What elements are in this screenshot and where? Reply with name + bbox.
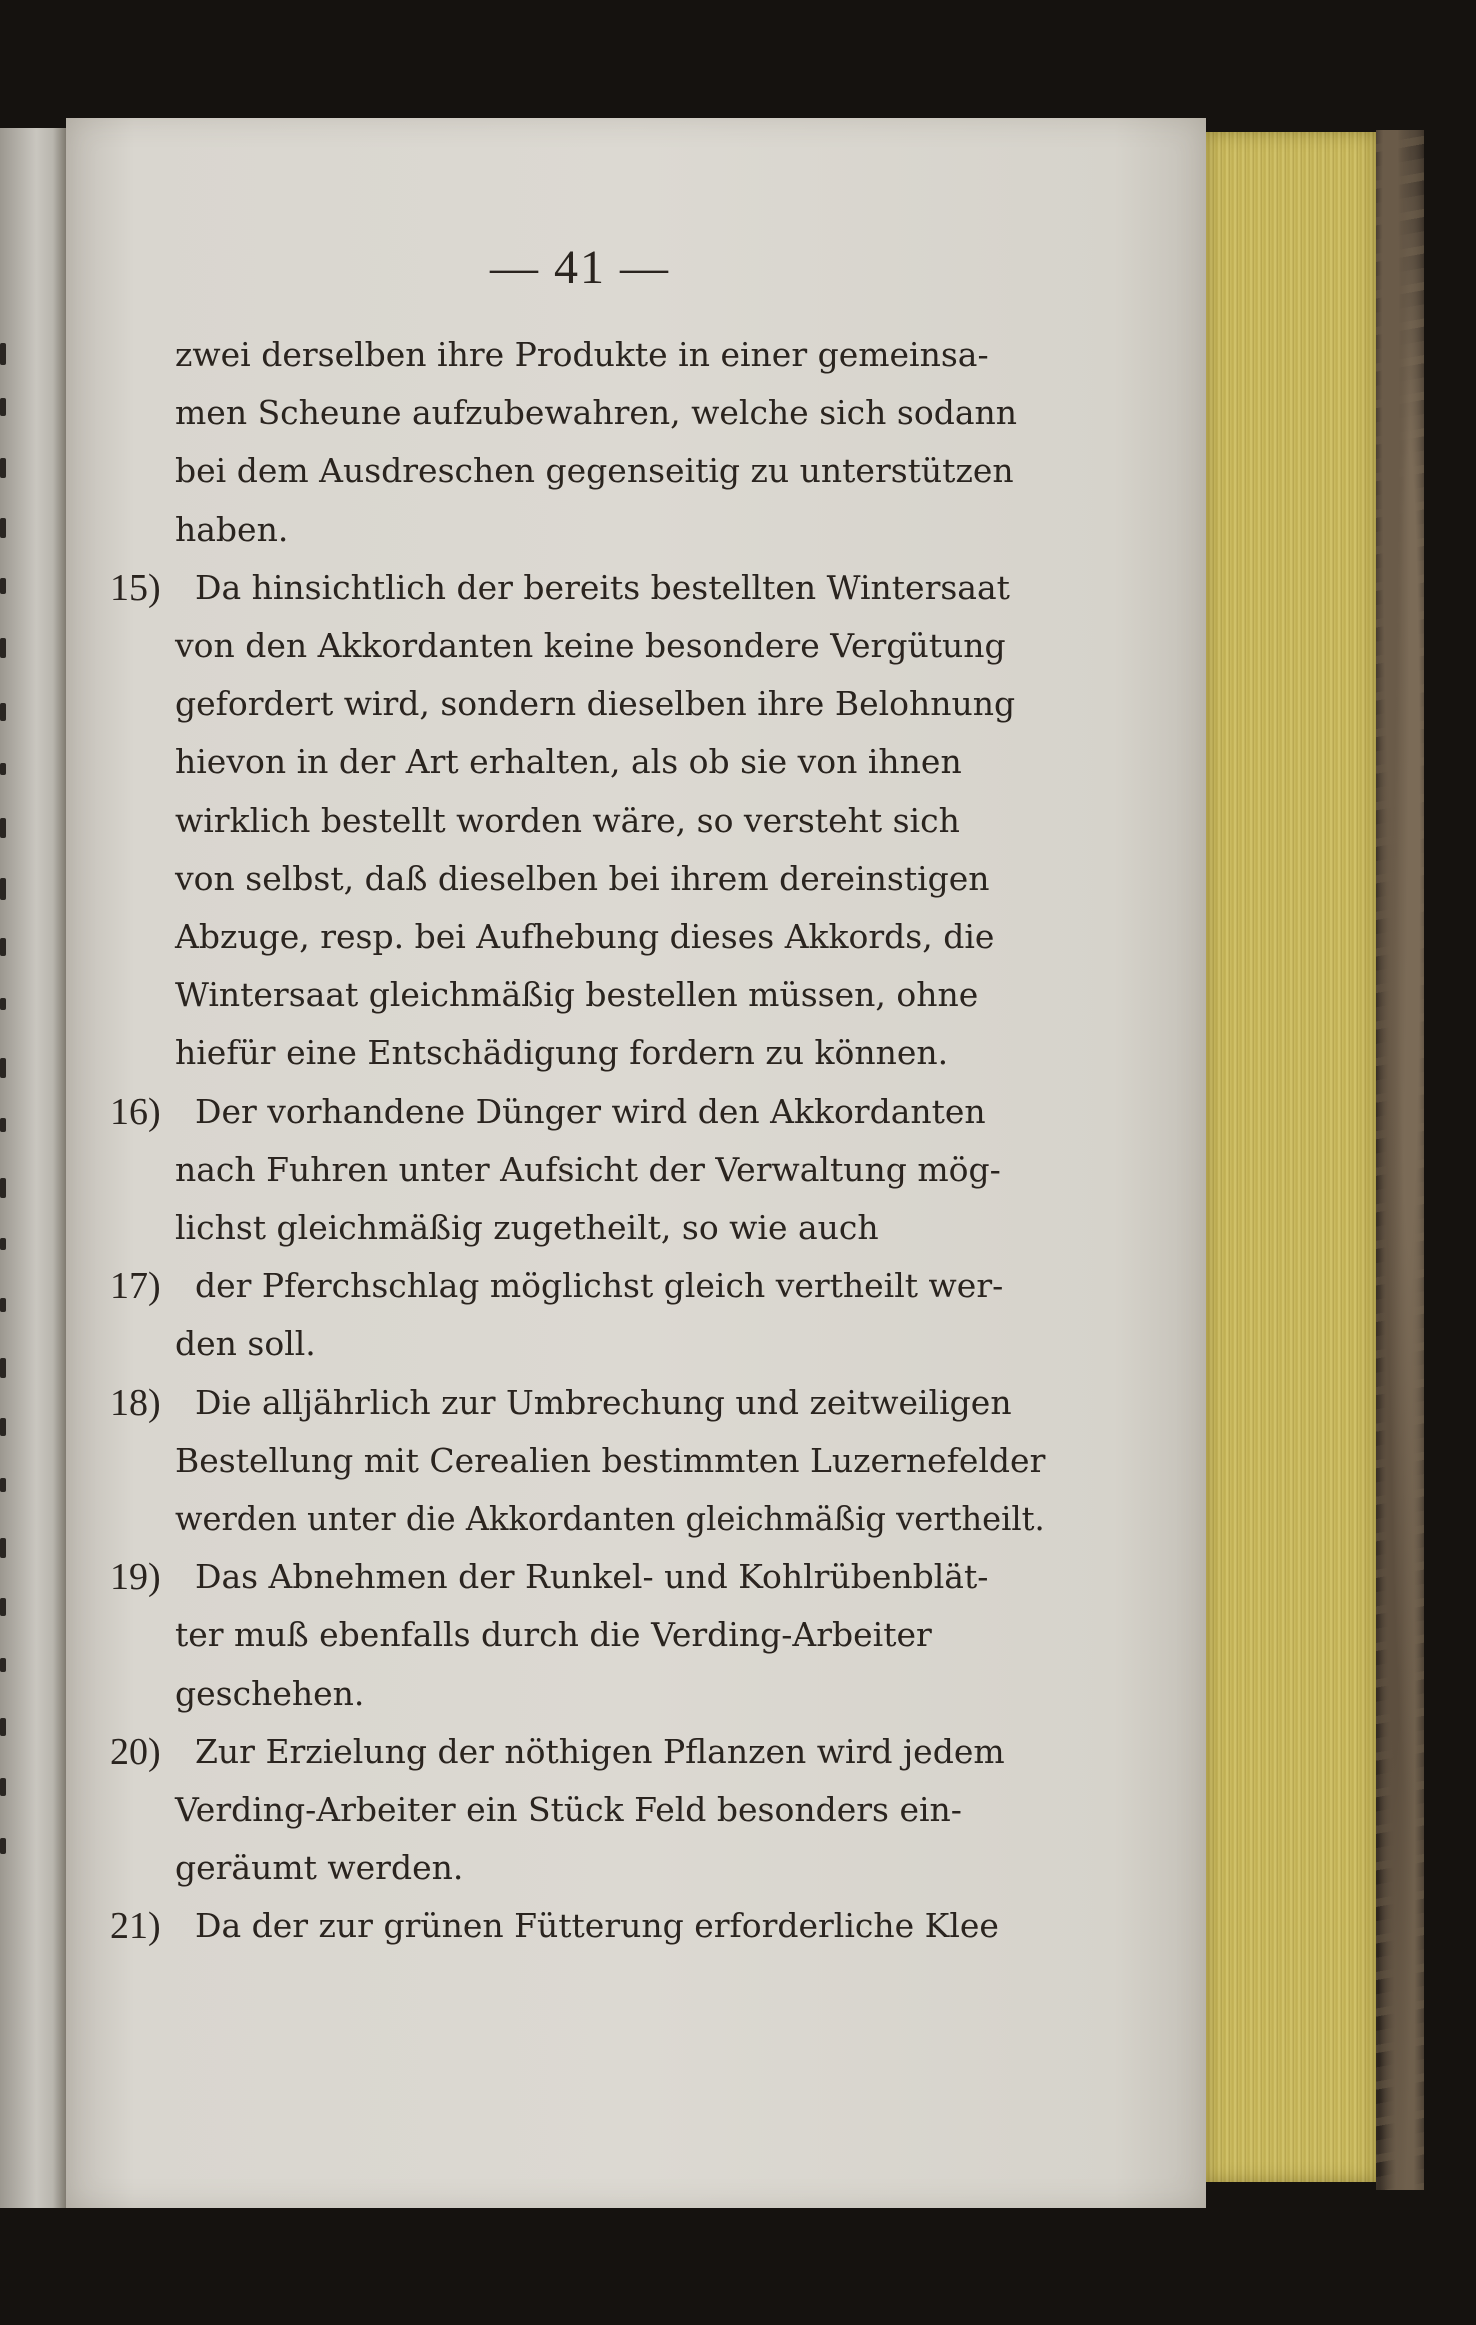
text-line bbox=[0, 1436, 1476, 1486]
text-line bbox=[0, 563, 1476, 613]
line-text: Die alljährlich zur Umbrechung und zeitweiligen bbox=[195, 1382, 1012, 1422]
line-text: den soll. bbox=[175, 1324, 316, 1364]
text-line bbox=[0, 970, 1476, 1020]
text-line bbox=[0, 1203, 1476, 1253]
line-text: bei dem Ausdreschen gegenseitig zu unterstützen bbox=[175, 451, 1014, 491]
text-line bbox=[0, 1727, 1476, 1777]
text-line bbox=[0, 1087, 1476, 1137]
line-text: Da der zur grünen Fütterung erforderliche Klee bbox=[195, 1906, 999, 1946]
text-line bbox=[0, 1901, 1476, 1951]
paragraph-number: 20) bbox=[110, 1730, 161, 1773]
line-text: hiefür eine Entschädigung fordern zu können. bbox=[175, 1033, 949, 1073]
line-text: der Pferchschlag möglichst gleich vertheilt wer- bbox=[195, 1266, 1004, 1306]
text-line bbox=[0, 1028, 1476, 1078]
line-text: Da hinsichtlich der bereits bestellten Wintersaat bbox=[195, 567, 1010, 607]
paragraph-number: 16) bbox=[110, 1090, 161, 1133]
paragraph-number: 18) bbox=[110, 1381, 161, 1424]
paragraph-number: 21) bbox=[110, 1905, 161, 1948]
line-text: Bestellung mit Cerealien bestimmten Luzernefelder bbox=[175, 1440, 1046, 1480]
text-line bbox=[0, 446, 1476, 496]
text-line bbox=[0, 1261, 1476, 1311]
line-text: Das Abnehmen der Runkel- und Kohlrübenblät- bbox=[195, 1557, 989, 1597]
line-text: Zur Erzielung der nöthigen Pflanzen wird jedem bbox=[195, 1731, 1005, 1771]
text-line bbox=[0, 1378, 1476, 1428]
line-text: von den Akkordanten keine besondere Vergütung bbox=[175, 626, 1006, 665]
text-line bbox=[0, 679, 1476, 729]
paragraph-number: 15) bbox=[110, 566, 161, 609]
text-line bbox=[0, 388, 1476, 438]
text-line bbox=[0, 1145, 1476, 1195]
text-line bbox=[0, 1785, 1476, 1835]
line-text: Wintersaat gleichmäßig bestellen müssen, ohne bbox=[175, 975, 979, 1015]
text-line bbox=[0, 621, 1476, 671]
text-line bbox=[0, 1669, 1476, 1719]
text-line bbox=[0, 796, 1476, 846]
line-text: von selbst, daß dieselben bei ihrem dereinstigen bbox=[175, 858, 990, 898]
text-line bbox=[0, 1552, 1476, 1602]
paragraph-number: 19) bbox=[110, 1556, 161, 1599]
text-line bbox=[0, 1319, 1476, 1369]
line-text: zwei derselben ihre Produkte in einer gemeinsa- bbox=[175, 335, 989, 374]
line-text: werden unter die Akkordanten gleichmäßig vertheilt. bbox=[175, 1499, 1045, 1538]
paragraph-number: 17) bbox=[110, 1265, 161, 1308]
text-line bbox=[0, 1494, 1476, 1544]
page-number: — 41 — bbox=[490, 241, 670, 294]
text-line bbox=[0, 737, 1476, 787]
text-line bbox=[0, 330, 1476, 380]
line-text: geschehen. bbox=[175, 1673, 365, 1713]
text-line bbox=[0, 1843, 1476, 1893]
line-text: hievon in der Art erhalten, als ob sie von ihnen bbox=[175, 742, 962, 782]
line-text: gefordert wird, sondern dieselben ihre Belohnung bbox=[175, 684, 1016, 724]
line-text: Der vorhandene Dünger wird den Akkordanten bbox=[195, 1091, 986, 1131]
line-text: lichst gleichmäßig zugetheilt, so wie auch bbox=[175, 1208, 879, 1247]
line-text: Verding-Arbeiter ein Stück Feld besonders ein- bbox=[175, 1790, 962, 1829]
text-line bbox=[0, 912, 1476, 962]
line-text: men Scheune aufzubewahren, welche sich sodann bbox=[175, 393, 1018, 433]
line-text: geräumt werden. bbox=[175, 1848, 464, 1888]
line-text: ter muß ebenfalls durch die Verding-Arbeiter bbox=[175, 1615, 932, 1655]
line-text: haben. bbox=[175, 509, 289, 549]
line-text: Abzuge, resp. bei Aufhebung dieses Akkords, die bbox=[175, 917, 995, 956]
text-line bbox=[0, 505, 1476, 555]
text-line bbox=[0, 854, 1476, 904]
line-text: nach Fuhren unter Aufsicht der Verwaltung mög- bbox=[175, 1149, 1001, 1189]
line-text: wirklich bestellt worden wäre, so versteht sich bbox=[175, 800, 960, 840]
text-line bbox=[0, 1610, 1476, 1660]
